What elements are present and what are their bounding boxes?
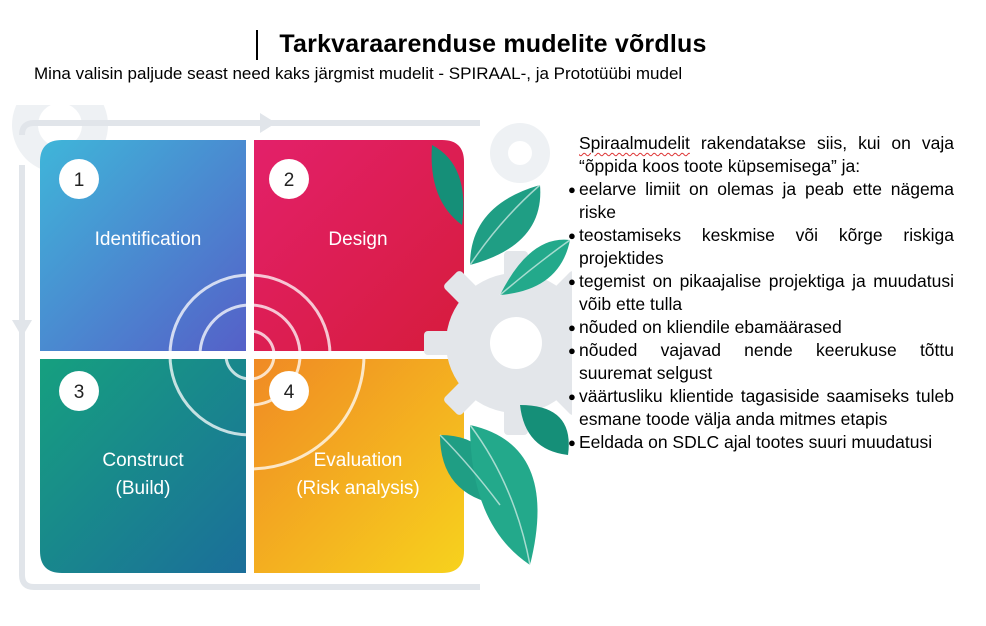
list-item <box>568 178 954 224</box>
bullet-icon: ● <box>568 228 576 243</box>
list-item <box>568 431 954 454</box>
step-number-3: 3 <box>73 382 85 403</box>
step-number-1: 1 <box>73 170 85 191</box>
list-item <box>568 224 954 270</box>
list-item-text: teostamiseks keskmise või kõrge riskiga projektides <box>579 225 954 268</box>
list-item-text: väärtusliku klientide tagasiside saamiseks tuleb esmane toode välja anda mitmes etapis <box>579 386 954 429</box>
list-item <box>568 270 954 316</box>
label-evaluation: Evaluation <box>313 450 403 471</box>
spiral-model-figure <box>0 105 572 595</box>
bullet-icon: ● <box>568 389 576 404</box>
list-item-text: nõuded on kliendile ebamäärased <box>579 317 842 337</box>
bullet-icon: ● <box>568 320 576 335</box>
label-construct: Construct <box>102 450 184 471</box>
intro-text: rakendatakse siis, kui on vaja “õppida koos toote küpsemisega” ja: <box>579 133 954 176</box>
bullet-icon: ● <box>568 274 576 289</box>
list-item-text: nõuded vajavad nende keerukuse tõttu suuremat selgust <box>579 340 954 383</box>
document-subtitle: Mina valisin paljude seast need kaks järgmist mudelit - SPIRAAL-, ja Prototüübi mudel <box>34 64 683 83</box>
list-item <box>568 385 954 431</box>
list-item-text: tegemist on pikaajalise projektiga ja muudatusi võib ette tulla <box>579 271 954 314</box>
step-number-2: 2 <box>283 170 295 191</box>
intro-paragraph <box>568 132 954 178</box>
bullet-icon: ● <box>568 435 576 450</box>
list-item-text: eelarve limiit on olemas ja peab ette nägema riske <box>579 179 954 222</box>
spiral-model-text <box>568 132 954 454</box>
label-build: (Build) <box>115 478 171 499</box>
label-design: Design <box>328 229 388 250</box>
label-identification: Identification <box>94 229 202 250</box>
step-number-4: 4 <box>283 382 295 403</box>
list-item-text: Eeldada on SDLC ajal tootes suuri muudatusi <box>579 432 933 452</box>
label-risk-analysis: (Risk analysis) <box>296 478 420 499</box>
text-cursor <box>256 30 258 60</box>
bullet-icon: ● <box>568 343 576 358</box>
list-item <box>568 339 954 385</box>
small-gear-icon <box>490 123 550 183</box>
cycle-arrow-head-left-icon <box>12 320 32 337</box>
intro-keyword: Spiraalmudelit <box>579 133 690 153</box>
bullet-icon: ● <box>568 182 576 197</box>
cycle-arrow-head-icon <box>260 113 276 133</box>
document-title: Tarkvaraarenduse mudelite võrdlus <box>279 30 707 58</box>
list-item <box>568 316 954 339</box>
